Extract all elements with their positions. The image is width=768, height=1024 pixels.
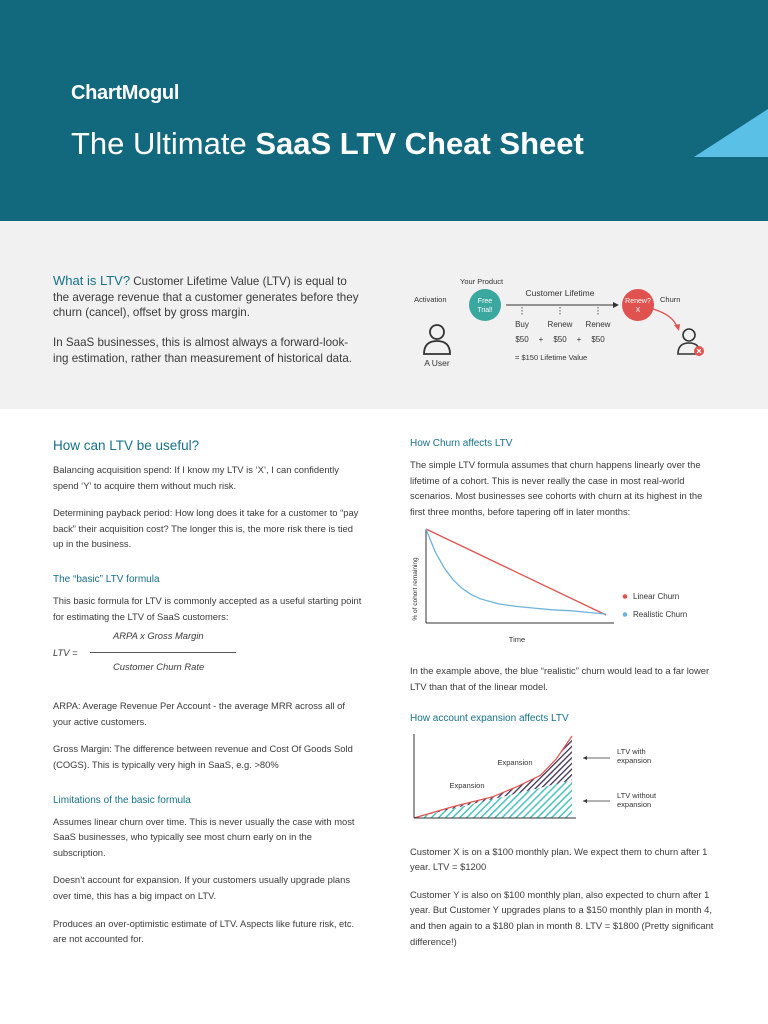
legend-without-1: LTV without [617, 790, 657, 800]
churn-legend-dot-1 [623, 613, 628, 618]
renew-question-label: Renew? [625, 298, 651, 305]
right-column [410, 438, 715, 961]
page-title-light: The Ultimate [71, 126, 256, 161]
your-product-label: Your Product [460, 277, 504, 286]
free-trial-circle [469, 289, 501, 321]
arpa-paragraph: ARPA: Average Revenue Per Account - the average MRR across all of your active customers. [53, 700, 345, 727]
free-trial-label-2: Trial! [477, 307, 493, 314]
limitations-heading: Limitations of the basic formula [53, 794, 191, 806]
legend-with-expansion [583, 747, 651, 765]
buy-label: Buy [515, 320, 529, 329]
intro-paragraph-1 [53, 273, 363, 321]
legend-with-1: LTV with [617, 746, 646, 756]
lifetime-arrow-head [613, 302, 619, 308]
legend-without-expansion [583, 791, 657, 809]
what-is-ltv-text: Customer Lifetime Value (LTV) is equal to the average revenue that a customer generates before they churn (cancel), offset by gross margin. [53, 275, 359, 319]
renew-label-1: Renew [547, 320, 573, 329]
useful-paragraph-1: Balancing acquisition spend: If I know my LTV is ‘X’, I can confidently spend ‘Y’ to acquire them without much risk. [53, 464, 339, 491]
free-trial-label-1: Free [477, 298, 493, 305]
corner-triangle-decoration [694, 109, 768, 157]
expansion-annotation-2: Expansion [449, 780, 485, 790]
chartmogul-logo: ChartMogul [71, 82, 180, 104]
formula-fraction-line [90, 652, 236, 653]
what-is-ltv-heading: What is LTV? [53, 273, 131, 288]
intro-paragraph-2: In SaaS businesses, this is almost always a forward-look-ing estimation, rather than measurement of historical data. [53, 336, 353, 365]
basic-formula-heading: The “basic” LTV formula [53, 573, 160, 585]
churn-legend-dot-0 [623, 595, 628, 600]
value-1: $50 [515, 335, 529, 344]
header-banner [0, 0, 768, 221]
formula-denominator: Customer Churn Rate [113, 661, 205, 673]
expansion-heading: How account expansion affects LTV [410, 712, 569, 724]
ltv-formula [53, 630, 363, 690]
renew-circle [622, 289, 654, 321]
gross-margin-paragraph: Gross Margin: The difference between revenue and Cost Of Goods Sold (COGS). This is typically very high in SaaS, e.g. >80% [53, 743, 353, 770]
value-3: $50 [591, 335, 605, 344]
churn-legend-label-1: Realistic Churn [633, 610, 688, 620]
customer-y-paragraph: Customer Y is also on $100 monthly plan, also expected to churn after 1 year. But Customer Y upgrades plans to a $150 monthly plan in month 4, and then again to a $180 plan in month 8. LTV = $1800 (Pretty significant difference!) [410, 888, 714, 947]
page-title [71, 126, 584, 162]
intro-section [0, 221, 768, 409]
churn-arrow [653, 309, 677, 327]
renew-label-2: Renew [585, 320, 611, 329]
plus-1: + [538, 335, 544, 344]
churn-x-axis-label: Time [508, 635, 526, 645]
churn-series-linear-churn [426, 529, 606, 615]
customer-lifetime-label: Customer Lifetime [525, 288, 595, 298]
limitations-paragraph-3: Produces an over-optimistic estimate of LTV. Aspects like future risk, etc. are not accounted for. [53, 917, 355, 945]
after-churn-paragraph: In the example above, the blue “realistic” churn would lead to a far lower LTV than that of the linear model. [410, 665, 710, 692]
formula-ltv: LTV = [53, 647, 78, 659]
value-2: $50 [553, 335, 567, 344]
basic-formula-paragraph: This basic formula for LTV is commonly accepted as a useful starting point for estimating the LTV of SaaS customers: [53, 594, 362, 622]
churn-heading: How Churn affects LTV [410, 438, 513, 449]
churn-legend-label-0: Linear Churn [633, 592, 680, 602]
legend-without-2: expansion [617, 799, 652, 809]
legend-with-2: expansion [617, 755, 652, 765]
limitations-paragraph-2: Doesn’t account for expansion. If your customers usually upgrade plans over time, this has a big impact on LTV. [53, 874, 351, 901]
churn-y-axis-label: % of cohort remaining [412, 557, 419, 621]
renew-x-label: X [635, 307, 641, 314]
useful-heading: How can LTV be useful? [53, 438, 200, 453]
churn-arrow-head [674, 324, 680, 331]
limitations-paragraph-1: Assumes linear churn over time. This is never usually the case with most SaaS businesses, who typically see most churn early on in the subscription. [53, 815, 355, 858]
churn-paragraph: The simple LTV formula assumes that churn happens linearly over the lifetime of a cohort. This is never really the case in most real-world scenarios. Most businesses see cohorts with churn at its highest in the first three months, before tapering off in later months: [410, 459, 703, 517]
expansion-chart [410, 732, 715, 830]
plus-2: + [576, 335, 582, 344]
left-column [53, 438, 363, 959]
formula-numerator: ARPA x Gross Margin [113, 630, 204, 642]
churned-user-icon [678, 329, 704, 356]
customer-x-paragraph: Customer X is on a $100 monthly plan. We expect them to churn after 1 year. LTV = $1200 [410, 845, 708, 873]
useful-paragraph-2: Determining payback period: How long does it take for a customer to “pay back” their acquisition cost? The longer this is, the more risk there is tied up in the business. [53, 507, 359, 550]
page-title-bold: SaaS LTV Cheat Sheet [255, 126, 584, 161]
lifetime-value-label: = $150 Lifetime Value [515, 353, 588, 362]
a-user-label: A User [424, 358, 450, 368]
churn-label: Churn [660, 295, 681, 304]
user-icon [424, 325, 450, 354]
activation-label: Activation [414, 295, 447, 304]
churn-chart [410, 527, 715, 649]
expansion-annotation-1: Expansion [497, 757, 533, 767]
customer-lifetime-diagram [405, 275, 725, 375]
